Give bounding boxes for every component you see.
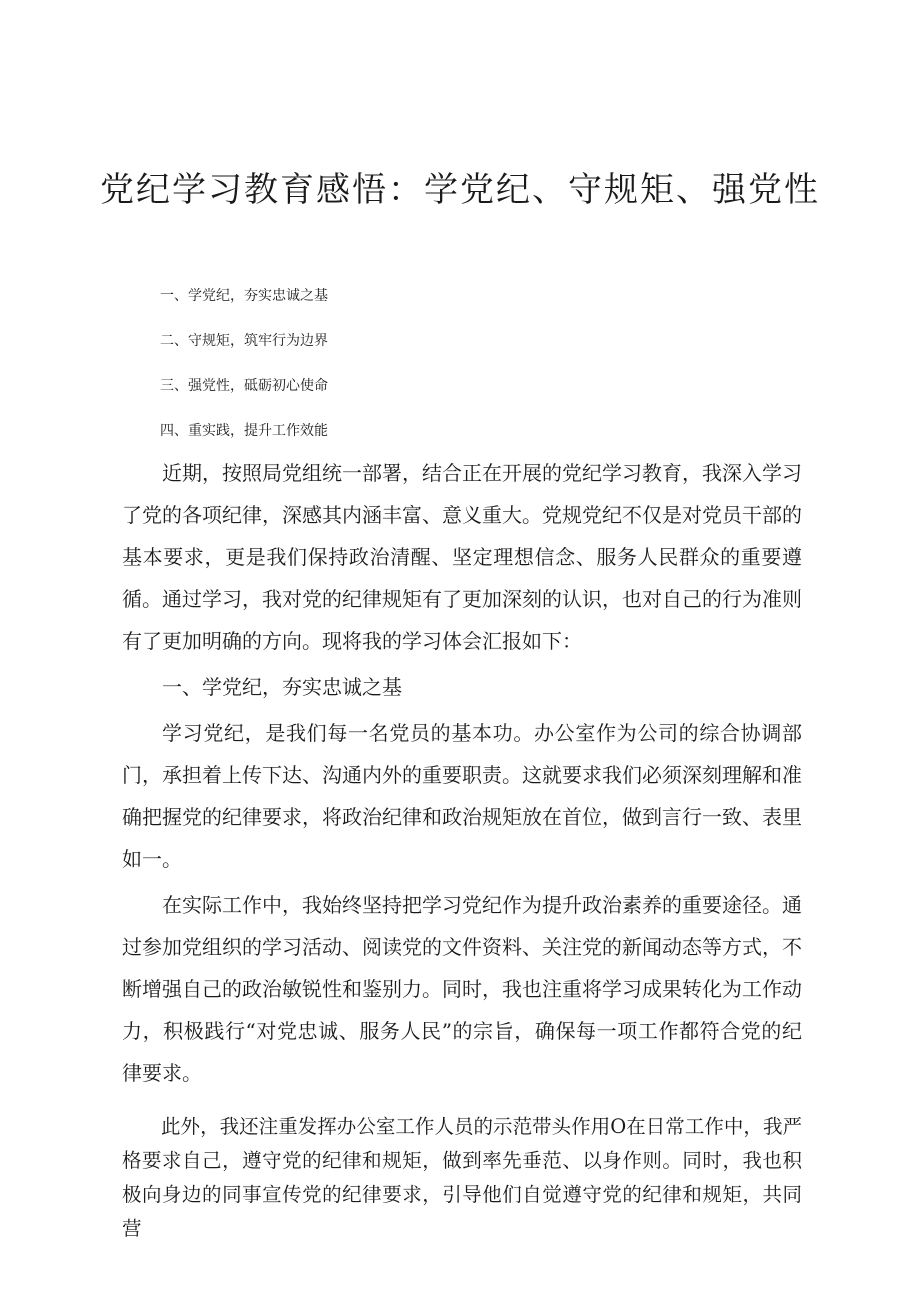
body-paragraph: 学习党纪，是我们每一名党员的基本功。办公室作为公司的综合协调部门，承担着上传下达、沟通内外的重要职责。这就要求我们必须深刻理解和准确把握党的纪律要求，将政治纪律和政治规矩放在首位，做到言行一致、表里如一。 bbox=[122, 721, 802, 871]
table-of-contents bbox=[160, 284, 328, 464]
toc-item-3: 三、强党性，砥砺初心使命 bbox=[160, 378, 328, 394]
toc-item-4: 四、重实践，提升工作效能 bbox=[160, 423, 328, 439]
document-title: 党纪学习教育感悟：学党纪、守规矩、强党性 bbox=[100, 170, 820, 210]
document-body bbox=[122, 452, 802, 1246]
body-paragraph: 在实际工作中，我始终坚持把学习党纪作为提升政治素养的重要途径。通过参加党组织的学习活动、阅读党的文件资料、关注党的新闻动态等方式，不断增强自己的政治敏锐性和鉴别力。同时，我也注重将学习成果转化为工作动力，积极践行“对党忠诚、服务人民”的宗旨，确保每一项工作都符合党的纪律要求。 bbox=[122, 893, 802, 1085]
toc-item-2: 二、守规矩，筑牢行为边界 bbox=[160, 333, 328, 349]
section-heading-1: 一、学党纪，夯实忠诚之基 bbox=[162, 675, 402, 699]
body-paragraph: 此外，我还注重发挥办公室工作人员的示范带头作用O在日常工作中，我严格要求自己，遵守党的纪律和规矩，做到率先垂范、以身作则。同时，我也积极向身边的同事宣传党的纪律要求，引导他们自觉遵守党的纪律和规矩，共同营 bbox=[122, 1115, 802, 1240]
intro-paragraph: 近期，按照局党组统一部署，结合正在开展的党纪学习教育，我深入学习了党的各项纪律，深感其内涵丰富、意义重大。党规党纪不仅是对党员干部的基本要求，更是我们保持政治清醒、坚定理想信念、服务人民群众的重要遵循。通过学习，我对党的纪律规矩有了更加深刻的认识，也对自己的行为准则有了更加明确的方向。现将我的学习体会汇报如下： bbox=[122, 461, 802, 653]
toc-item-1: 一、学党纪，夯实忠诚之基 bbox=[160, 288, 328, 304]
